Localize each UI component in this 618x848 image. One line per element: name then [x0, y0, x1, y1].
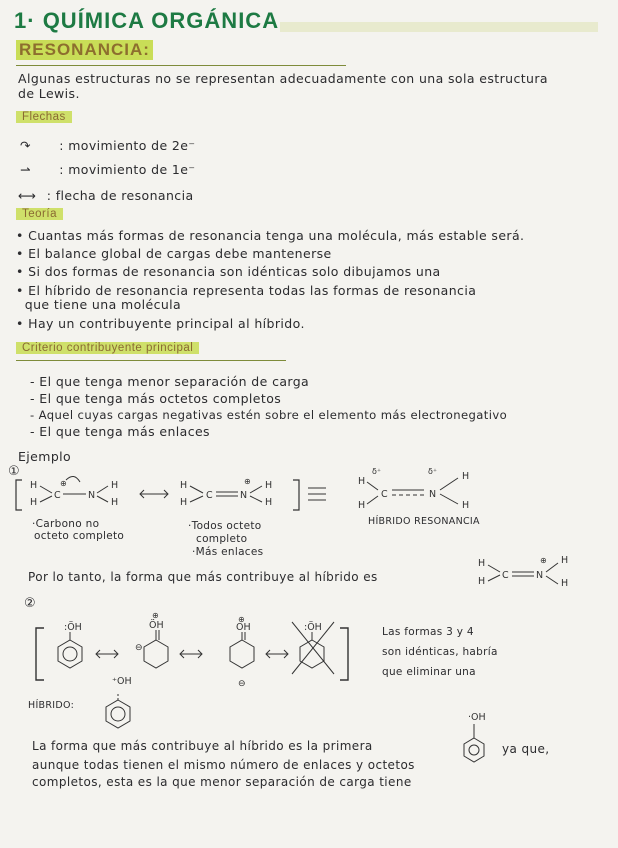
teoria-heading: Teoría [16, 208, 63, 220]
curved-arrow-icon: ↷ [20, 138, 31, 153]
svg-text:H: H [111, 497, 119, 508]
svg-text:N: N [536, 570, 544, 581]
conclusion-2-line-3: completos, esta es la que menor separación de carga tiene [32, 775, 412, 789]
svg-text:H: H [561, 555, 569, 566]
svg-text:H: H [30, 497, 38, 508]
svg-text:H: H [561, 578, 569, 589]
flechas-item-1-text: : movimiento de 2e⁻ [59, 138, 196, 153]
side-note-1: Las formas 3 y 4 [382, 626, 474, 638]
criterio-heading: Criterio contribuyente principal [16, 342, 199, 354]
svg-text:H: H [478, 558, 486, 569]
svg-text:H: H [265, 497, 273, 508]
ex1-note-1a: ·Carbono no [32, 518, 100, 530]
teoria-item-4-cont: que tiene una molécula [16, 297, 182, 312]
svg-text:ÖH: ÖH [149, 620, 164, 631]
svg-text:·OH: ·OH [468, 712, 486, 723]
svg-text:C: C [502, 570, 509, 581]
svg-text:H: H [462, 471, 470, 482]
svg-text:N: N [88, 490, 96, 501]
half-arrow-icon: ⇀ [20, 162, 31, 177]
hybrid-label: HÍBRIDO RESONANCIA [368, 516, 480, 527]
svg-text:C: C [54, 490, 61, 501]
svg-text:N: N [240, 490, 248, 501]
criterio-item-3: - Aquel cuyas cargas negativas estén sobre el elemento más electronegativo [30, 408, 508, 422]
ex1-note-1b: octeto completo [34, 530, 125, 542]
conclusion-2-line-1: La forma que más contribuye al híbrido es la primera [32, 739, 373, 753]
example-1-number: ① [8, 464, 21, 479]
svg-text:⊕: ⊕ [244, 477, 251, 486]
section-subtitle: RESONANCIA: [16, 40, 153, 60]
side-note-3: que eliminar una [382, 666, 476, 678]
intro-line-2: de Lewis. [18, 86, 80, 101]
teoria-item-2: • El balance global de cargas debe mantenerse [16, 246, 332, 261]
flechas-item-2-text: : movimiento de 1e⁻ [59, 162, 196, 177]
ex1-note-2a: ·Todos octeto [188, 520, 262, 532]
svg-text:⊖: ⊖ [238, 679, 246, 689]
side-note-2: son idénticas, habría [382, 646, 498, 658]
example-2-number: ② [24, 596, 37, 611]
title-number: 1· [14, 8, 36, 33]
svg-text:N: N [429, 489, 437, 500]
ejemplo-heading: Ejemplo [18, 449, 72, 464]
svg-text:⊖: ⊖ [135, 643, 143, 653]
conclusion-2-line-2: aunque todas tienen el mismo número de enlaces y octetos [32, 758, 415, 772]
teoria-item-4: • El híbrido de resonancia representa todas las formas de resonancia [16, 283, 477, 298]
svg-text:H: H [30, 480, 38, 491]
ex1-note-2c: ·Más enlaces [192, 546, 264, 558]
teoria-item-5: • Hay un contribuyente principal al híbrido. [16, 316, 305, 331]
resonance-arrow-icon: ⟷ [18, 188, 37, 203]
svg-text:δ⁺: δ⁺ [428, 467, 438, 476]
conclusion-2-end: ya que, [502, 742, 550, 756]
svg-text:H: H [180, 497, 188, 508]
svg-text:δ⁺: δ⁺ [372, 467, 382, 476]
svg-text:C: C [206, 490, 213, 501]
svg-text:H: H [358, 500, 366, 511]
ex1-note-2b: completo [196, 533, 248, 545]
intro-line-1: Algunas estructuras no se representan adecuadamente con una sola estructura [18, 71, 548, 86]
svg-text:H: H [265, 480, 273, 491]
teoria-item-3: • Si dos formas de resonancia son idénticas solo dibujamos una [16, 264, 441, 279]
conclusion-1: Por lo tanto, la forma que más contribuye al híbrido es [28, 570, 378, 584]
teoria-item-1: • Cuantas más formas de resonancia tenga una molécula, más estable será. [16, 228, 525, 243]
flechas-heading: Flechas [16, 111, 72, 123]
svg-text:⊕: ⊕ [238, 615, 245, 624]
hibrido-label: HÍBRIDO: [28, 700, 75, 711]
criterio-item-4: - El que tenga más enlaces [30, 424, 210, 439]
svg-text:H: H [180, 480, 188, 491]
criterio-item-2: - El que tenga más octetos completos [30, 391, 282, 406]
svg-text:⊕: ⊕ [540, 556, 547, 565]
title-text: QUÍMICA ORGÁNICA [42, 8, 280, 33]
criterio-item-1: - El que tenga menor separación de carga [30, 374, 310, 389]
svg-text:C: C [381, 489, 388, 500]
svg-text::ÖH: :ÖH [64, 622, 82, 633]
svg-text:H: H [462, 500, 470, 511]
svg-text:⊕: ⊕ [152, 611, 159, 620]
svg-text:H: H [111, 480, 119, 491]
svg-text:OH: OH [236, 622, 251, 633]
svg-text:H: H [478, 576, 486, 587]
svg-text:⁺OH: ⁺OH [112, 676, 132, 687]
flechas-item-3-text: : flecha de resonancia [46, 188, 194, 203]
svg-text:⊕: ⊕ [60, 479, 67, 488]
svg-text::ÖH: :ÖH [304, 622, 322, 633]
svg-text:H: H [358, 476, 366, 487]
